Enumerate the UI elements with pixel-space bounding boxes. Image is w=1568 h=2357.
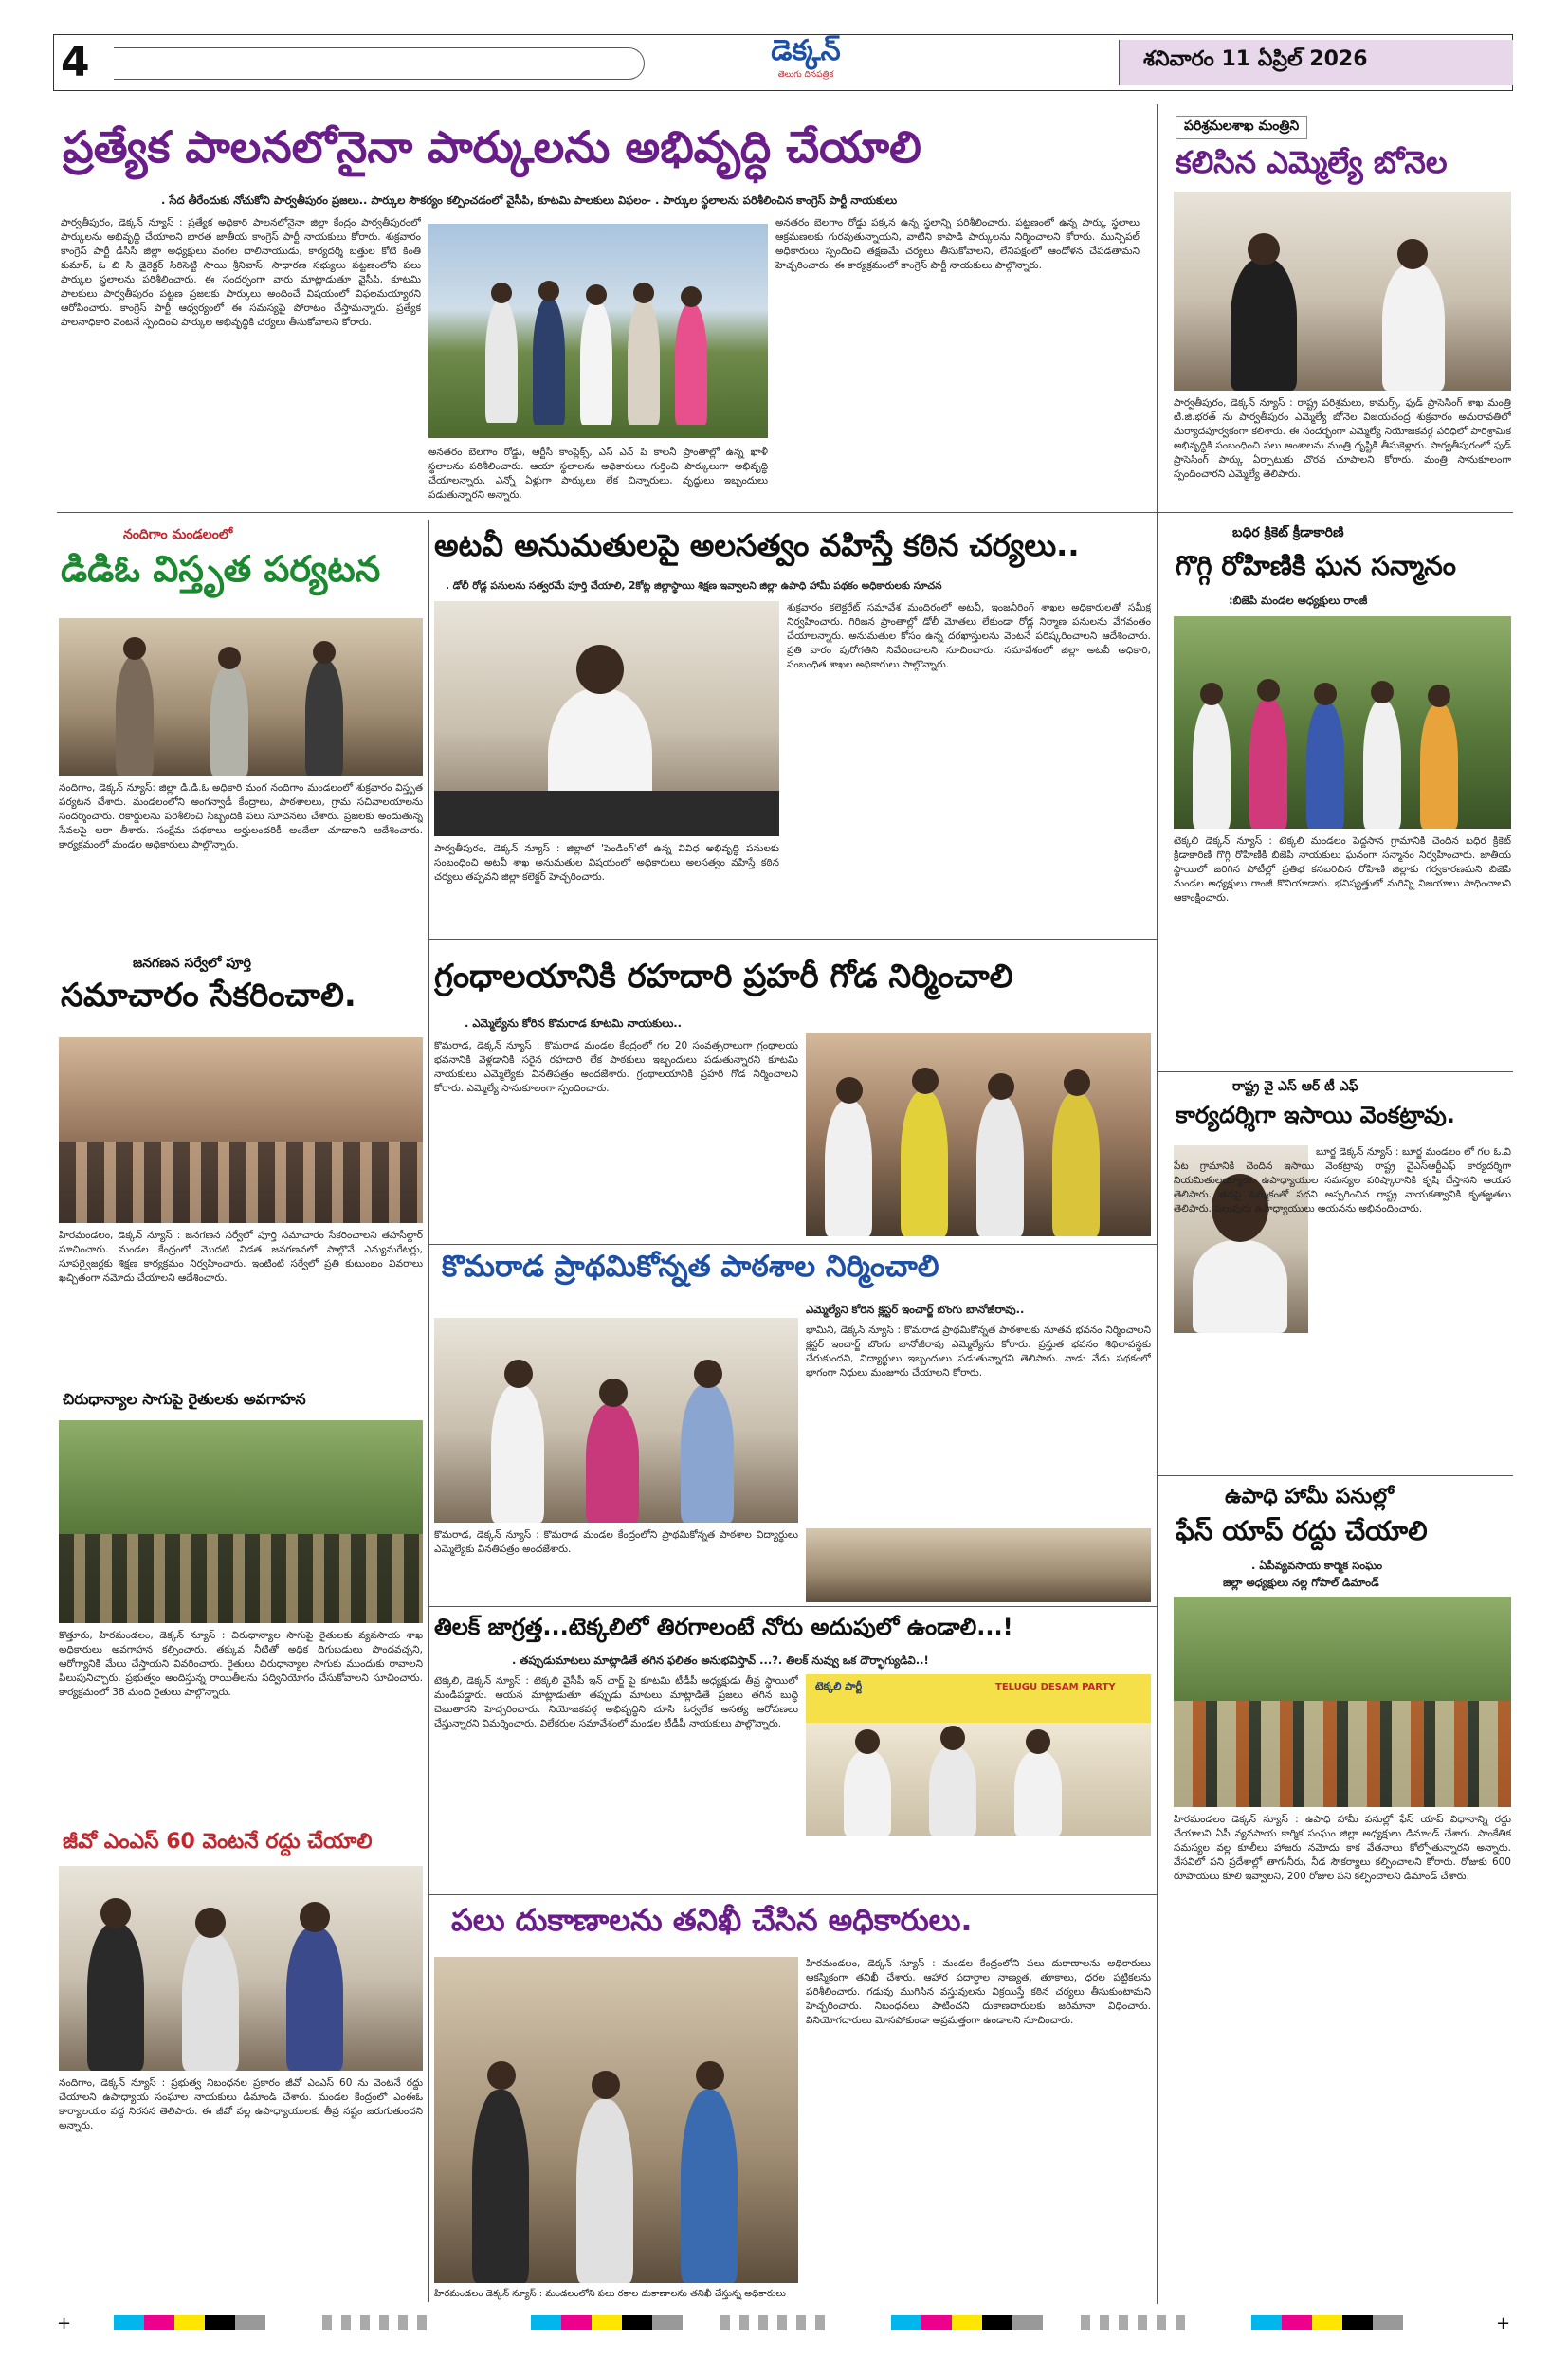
school-photo-2 bbox=[806, 1528, 1151, 1602]
color-bar-7 bbox=[1251, 2315, 1403, 2330]
census-headline: సమాచారం సేకరించాలి. bbox=[61, 977, 356, 1014]
masthead-left-tab bbox=[114, 47, 645, 80]
divider-h-2 bbox=[428, 939, 1157, 940]
faceapp-headline-2: ఫేస్ యాప్ రద్దు చేయాలి bbox=[1176, 1515, 1428, 1546]
masthead-logo bbox=[749, 32, 863, 91]
census-kicker: జనగణన సర్వేలో పూర్తి bbox=[133, 956, 251, 971]
faceapp-subline-1: . ఏపీవ్యవసాయ కార్మిక సంఘం bbox=[1251, 1559, 1383, 1572]
farmers-headline: చిరుధాన్యాల సాగుపై రైతులకు అవగాహన bbox=[63, 1390, 306, 1408]
color-bar-2 bbox=[322, 2315, 436, 2330]
logo-text: డెక్కన్ bbox=[771, 34, 841, 67]
color-bar-1 bbox=[114, 2315, 265, 2330]
forest-body: శుక్రవారం కలెక్టరేట్ సమావేశ మందిరంలో అటవీ, ఇంజనీరింగ్ శాఖల అధికారులతో సమీక్ష నిర్వహించారు. గిరిజన ప్రాంతాల్లో డోలీ మోతలు లేకుండా రోడ్ల నిర్మాణ పనులను వేగవంతం చేయాలన్నారు. అనుమతుల కోసం ఉన్న దరఖాస్తులను వెంటనే పరిష్కరించాలని ఆదేశించారు. ప్రతి వారం పురోగతిని నివేదించాలని సూచించారు. సమావేశంలో జిల్లా అటవీ అధికారి, సంబంధిత శాఖల అధికారులు పాల్గొన్నారు. bbox=[787, 602, 1151, 670]
registration-cross-right: + bbox=[1496, 2313, 1511, 2333]
cricket-body: టెక్కలి డెక్కన్ న్యూస్ : టెక్కలి మండలం పెద్దసాన గ్రామానికి చెందిన బధిర క్రికెట్ క్రీడాకారిణి గొగ్గి రోహిణికి బిజెపి నాయకులు ఘనంగా సన్మానం నిర్వహించారు. జాతీయ స్థాయిలో జరిగిన పోటీల్లో ప్రతిభ కనబరిచిన రోహిణి జిల్లాకు గర్వకారణమని బిజెపి మండల అధ్యక్షులు రాంజీ కొనియాడారు. భవిష్యత్తులో మరిన్ని విజయాలు సాధించాలని ఆకాంక్షించారు. bbox=[1174, 835, 1511, 904]
color-bar-4 bbox=[720, 2315, 834, 2330]
faceapp-photo bbox=[1174, 1597, 1511, 1807]
parks-col2: అనతరం బెలగాం రోడ్డు, ఆర్టీసీ కాంప్లెక్స్, ఎస్ ఎన్ పి కాలనీ ప్రాంతాల్లో ఉన్న ఖాళీ స్థలాలను పరిశీలించారు. ఆయా స్థలాలను అధికారులు గుర్తించి పార్కులుగా అభివృద్ధి చేయాలన్నారు. ఎన్నో ఏళ్లుగా పార్కులు లేక చిన్నారులు, వృద్ధులు ఇబ్బందులు పడుతున్నారని అన్నారు. bbox=[428, 447, 768, 501]
minister-body: పార్వతీపురం, డెక్కన్ న్యూస్ : రాష్ట్ర పరిశ్రమలు, కామర్స్, ఫుడ్ ప్రాసెసింగ్ శాఖ మంత్రి టి.జి.భరత్ ను పార్వతీపురం ఎమ్మెల్యే బోనెల విజయచంద్ర శుక్రవారం అమరావతిలో మర్యాదపూర్వకంగా కలిశారు. ఈ సందర్భంగా ఎమ్మెల్యే నియోజకవర్గ పరిధిలో పారిశ్రామిక అభివృద్ధికి సంబంధించి పలు అంశాలను మంత్రి దృష్టికి తీసుకెళ్లారు. పార్వతీపురంలో ఫుడ్ ప్రాసెసింగ్ పార్కు ఏర్పాటుకు చొరవ చూపాలని కోరారు. మంత్రి సానుకూలంగా స్పందించారని ఎమ్మెల్యే తెలిపారు. bbox=[1174, 397, 1511, 480]
tilak-body: టెక్కలి, డెక్కన్ న్యూస్ : టెక్కలి వైసీపీ ఇన్ ఛార్జ్ పై కూటమి టీడీపీ అధ్యక్షుడు తీవ్ర స్థాయిలో మండిపడ్డారు. ఆయన మాట్లాడుతూ తప్పుడు మాటలు మాట్లాడితే ప్రజలు తగిన బుద్ధి చెబుతారని హెచ్చరించారు. నియోజకవర్గ అభివృద్ధిని చూసి ఓర్వలేక అసత్య ఆరోపణలు చేస్తున్నారని విమర్శించారు. విలేకరుల సమావేశంలో మండల టీడీపీ నాయకులు పాల్గొన్నారు. bbox=[434, 1675, 798, 1729]
color-bar-3 bbox=[531, 2315, 683, 2330]
stu-body: బూర్జ డెక్కన్ న్యూస్ : బూర్జ మండలం లో గల ఓ.వి పేట గ్రామానికి చెందిన ఇసాయి వెంకట్రావు రాష్ట్ర వైఎస్ఆర్టీఎఫ్ కార్యదర్శిగా నియమితులయ్యారు. ఉపాధ్యాయుల సమస్యల పరిష్కారానికి కృషి చేస్తానని ఆయన తెలిపారు. తనపై నమ్మకంతో పదవి అప్పగించిన రాష్ట్ర నాయకత్వానికి కృతజ్ఞతలు తెలిపారు. పలువురు ఉపాధ్యాయులు ఆయనను అభినందించారు. bbox=[1174, 1146, 1511, 1215]
school-subline: ఎమ్మెల్యేని కోరిన క్లస్టర్ ఇంచార్జ్ బొంగు బానోజీరావు.. bbox=[806, 1303, 1025, 1316]
minister-photo bbox=[1174, 192, 1511, 391]
divider-v-right bbox=[1157, 104, 1158, 2304]
parks-col3: అనతరం బెలగాం రోడ్డు పక్కన ఉన్న స్థలాన్ని పరిశీలించారు. పట్టణంలో ఉన్న పార్కు స్థలాలు ఆక్రమణలకు గురవుతున్నాయని, వాటిని కాపాడి పార్కులను నిర్మించాలని కోరారు. మున్సిపల్ అధికారులు స్పందించి తక్షణమే చర్యలు తీసుకోవాలని, లేనిపక్షంలో ఆందోళన చేపడతామని హెచ్చరించారు. ఈ కార్యక్రమంలో కాంగ్రెస్ పార్టీ నాయకులు పాల్గొన్నారు. bbox=[775, 217, 1140, 271]
logo-tagline: తెలుగు దినపత్రిక bbox=[777, 70, 834, 80]
stu-kicker: రాష్ట్ర వై ఎస్ ఆర్ టీ ఎఫ్ bbox=[1232, 1079, 1358, 1094]
divider-h-r2 bbox=[1157, 1071, 1513, 1072]
library-subline: . ఎమ్మెల్యేను కోరిన కొమరాడ కూటమి నాయకులు.. bbox=[465, 1016, 683, 1030]
ddo-body: నందిగాం, డెక్కన్ న్యూస్: జిల్లా డి.డి.ఓ అధికారి మంగ నందిగాం మండలంలో శుక్రవారం విస్తృత పర్యటన చేశారు. మండలంలోని అంగన్వాడీ కేంద్రాలు, పాఠశాలలు, గ్రామ సచివాలయాలను సందర్శించారు. రికార్డులను పరిశీలించి సిబ్బందికి పలు సూచనలు చేశారు. ప్రజలకు అందుతున్న సేవలపై ఆరా తీశారు. సంక్షేమ పథకాలు అర్హులందరికీ అందేలా చూడాలని ఆదేశించారు. కార్యక్రమంలో మండల అధికారులు పాల్గొన్నారు. bbox=[59, 782, 423, 850]
tilak-banner-2: TELUGU DESAM PARTY bbox=[995, 1682, 1116, 1692]
library-photo bbox=[806, 1033, 1151, 1236]
farmers-photo bbox=[59, 1420, 423, 1623]
farmers-body: కొత్తూరు, హిరమండలం, డెక్కన్ న్యూస్ : చిరుధాన్యాల సాగుపై రైతులకు వ్యవసాయ శాఖ అధికారులు అవగాహన కల్పించారు. తక్కువ నీటితో అధిక దిగుబడులు పొందవచ్చని, ఆరోగ్యానికి మేలు చేస్తాయని వివరించారు. రైతులు చిరుధాన్యాల సాగుకు ముందుకు రావాలని పిలుపునిచ్చారు. ప్రభుత్వం అందిస్తున్న రాయితీలను సద్వినియోగం చేసుకోవాలని సూచించారు. కార్యక్రమంలో 38 మంది రైతులు పాల్గొన్నారు. bbox=[59, 1630, 423, 1698]
color-bar-5 bbox=[891, 2315, 1043, 2330]
forest-photo bbox=[434, 601, 779, 836]
parks-col1: పార్వతీపురం, డెక్కన్ న్యూస్ : ప్రత్యేక అధికారి పాలనలోనైనా జిల్లా కేంద్రం పార్వతీపురంలో పార్కులను అభివృద్ధి చేయాలని భారత జాతీయ కాంగ్రెస్ పార్టీ నాయకులు కోరారు. శుక్రవారం కాంగ్రెస్ పార్టీ డీసీసీ జిల్లా అధ్యక్షులు వంగల దాలినాయుడు, కార్యదర్శి బత్తుల కోటి కింతి కుమార్, ఓ బి సి డైరెక్టర్ సిరిసెట్టి సాయి శ్రీనివాస్, సాధారణ సభ్యులు పట్టణంలోని పలు పార్కుల స్థలాలను పరిశీలించారు. ఈ సందర్భంగా వారు మాట్లాడుతూ వైసీపి, కూటమి పాలకులు పార్వతీపురం పట్టణ ప్రజలకు పార్కులు అందించే విషయంలో విఫలమయ్యారని ఆరోపించారు. కాంగ్రెస్ పార్టీ ఆధ్వర్యంలో ఈ సమస్యపై పోరాటం చేస్తామన్నారు. ప్రత్యేక పాలనాధికారి వెంటనే స్పందించి పార్కుల అభివృద్ధికి చర్యలు తీసుకోవాలని కోరారు. bbox=[61, 217, 421, 328]
library-headline: గ్రంధాలయానికి రహదారి ప్రహరీ గోడ నిర్మించాలి bbox=[434, 958, 1013, 996]
forest-subline: . డోలీ రోడ్ల పనులను సత్వరమే పూర్తి చేయాలి, 2కోట్ల జిల్లాస్థాయి శిక్షణ ఇవ్వాలని జిల్లా ఉపాధి హామీ పథకం అధికారులకు సూచన bbox=[446, 580, 942, 592]
ddo-photo bbox=[59, 618, 423, 776]
registration-cross-left: + bbox=[57, 2313, 72, 2333]
page-number: 4 bbox=[61, 38, 90, 86]
tilak-photo bbox=[806, 1674, 1151, 1836]
faceapp-headline-1: ఉపాధి హామీ పనుల్లో bbox=[1225, 1485, 1394, 1508]
cricket-subline: :బిజెపి మండల అధ్యక్షులు రాంజీ bbox=[1229, 594, 1368, 607]
shops-headline: పలు దుకాణాలను తనిఖీ చేసిన అధికారులు. bbox=[451, 1902, 973, 1938]
parks-subline: . సేద తీరేందుకు నోచుకోని పార్వతీపురం ప్రజలు.. పార్కుల సౌకర్యం కల్పించడంలో వైసీపి, కూటమి పాలకులు విఫలం- . పార్కుల స్థలాలను పరిశీలించిన కాంగ్రెస్ పార్టీ నాయకులు bbox=[161, 193, 898, 207]
faceapp-body: హిరమండలం డెక్కన్ న్యూస్ : ఉపాధి హామీ పనుల్లో ఫేస్ యాప్ విధానాన్ని రద్దు చేయాలని ఏపీ వ్యవసాయ కార్మిక సంఘం జిల్లా అధ్యక్షులు డిమాండ్ చేశారు. సాంకేతిక సమస్యల వల్ల కూలీలు హాజరు నమోదు కాక వేతనాలు కోల్పోతున్నారని అన్నారు. వేసవిలో పని ప్రదేశాల్లో తాగునీరు, నీడ సౌకర్యాలు కల్పించాలని కోరారు. రోజుకు 600 రూపాయలు కూలి ఇవ్వాలని, 200 రోజుల పని కల్పించాలని డిమాండ్ చేశారు. bbox=[1174, 1814, 1511, 1882]
divider-h-1r bbox=[1157, 512, 1513, 513]
parks-photo bbox=[428, 224, 768, 438]
forest-caption: పార్వతీపురం, డెక్కన్ న్యూస్ : జిల్లాలో 'పెండింగ్'లో ఉన్న వివిధ అభివృద్ధి పనులకు సంబంధించి అటవీ శాఖ అనుమతుల విషయంలో అధికారులు అలసత్వం వహిస్తే కఠిన చర్యలు తప్పవని జిల్లా కలెక్టర్ హెచ్చరించారు. bbox=[434, 843, 779, 883]
faceapp-subline-2: జిల్లా అధ్యక్షులు నల్ల గోపాల్ డిమాండ్ bbox=[1223, 1576, 1379, 1589]
tilak-subline: . తప్పుడుమాటలు మాట్లాడితే తగిన ఫలితం అనుభవిస్తావ్ ...?. తిలక్ నువ్వు ఒక దౌర్భాగ్యుడివి..! bbox=[512, 1654, 929, 1667]
cricket-photo bbox=[1174, 616, 1511, 829]
school-body: భామిని, డెక్కన్ న్యూస్ : కొమరాడ ప్రాథమికోన్నత పాఠశాలకు నూతన భవనం నిర్మించాలని క్లస్టర్ ఇంచార్జ్ బొంగు బానోజీరావు ఎమ్మెల్యేను కోరారు. ప్రస్తుత భవనం శిథిలావస్థకు చేరుకుందని, విద్యార్థులు ఇబ్బందులు పడుతున్నారని తెలిపారు. నాడు నేడు పథకంలో భాగంగా నిధులు మంజూరు చేయాలని కోరారు. bbox=[806, 1325, 1151, 1379]
forest-headline: అటవీ అనుమతులపై అలసత్వం వహిస్తే కఠిన చర్యలు.. bbox=[434, 527, 1080, 563]
cricket-headline: గొగ్గి రోహిణికి ఘన సన్మానం bbox=[1176, 550, 1457, 581]
parks-headline: ప్రత్యేక పాలనలోనైనా పార్కులను అభివృద్ధి చేయాలి bbox=[63, 121, 921, 173]
shops-photo bbox=[434, 1957, 798, 2283]
divider-h-3 bbox=[428, 1244, 1157, 1245]
shops-body: హిరమండలం, డెక్కన్ న్యూస్ : మండల కేంద్రంలోని పలు దుకాణాలను అధికారులు ఆకస్మికంగా తనిఖీ చేశారు. ఆహార పదార్థాల నాణ్యత, తూకాలు, ధరల పట్టికలను పరిశీలించారు. గడువు ముగిసిన వస్తువులను విక్రయిస్తే కఠిన చర్యలు తీసుకుంటామని హెచ్చరించారు. నిబంధనలు పాటించని దుకాణదారులకు జరిమానా విధించారు. వినియోగదారులు మోసపోకుండా అప్రమత్తంగా ఉండాలని సూచించారు. bbox=[806, 1958, 1151, 2026]
census-body: హిరమండలం, డెక్కన్ న్యూస్ : జనగణన సర్వేలో పూర్తి సమాచారం సేకరించాలని తహసీల్దార్ సూచించారు. మండల కేంద్రంలో మొదటి విడత జనగణనలో పాల్గొనే ఎన్యుమరేటర్లు, సూపర్వైజర్లకు శిక్షణ కార్యక్రమం నిర్వహించారు. ఇంటింటి సర్వేలో ప్రతి కుటుంబం వివరాలు ఖచ్చితంగా నమోదు చేయాలని ఆదేశించారు. bbox=[59, 1230, 423, 1284]
divider-v-left bbox=[428, 520, 429, 2302]
color-bar-6 bbox=[1081, 2315, 1194, 2330]
ddo-headline: డిడిఓ విస్తృత పర్యటన bbox=[61, 548, 381, 590]
school-caption: కొమరాడ, డెక్కన్ న్యూస్ : కొమరాడ మండల కేంద్రంలోని ప్రాథమికోన్నత పాఠశాల విద్యార్థులు ఎమ్మెల్యేకు వినతిపత్రం అందజేశారు. bbox=[434, 1529, 798, 1555]
go60-photo bbox=[59, 1866, 423, 2071]
tilak-body-2 bbox=[806, 1839, 1151, 1887]
minister-headline: కలిసిన ఎమ్మెల్యే బోనెల bbox=[1176, 144, 1448, 180]
divider-h-1 bbox=[57, 512, 1157, 513]
school-photo bbox=[434, 1318, 798, 1523]
divider-h-r3 bbox=[1157, 1475, 1513, 1476]
cricket-kicker: బధిర క్రికెట్ క్రీడాకారిణి bbox=[1232, 525, 1344, 540]
school-headline: కొమరాడ ప్రాథమికోన్నత పాఠశాల నిర్మించాలి bbox=[442, 1250, 939, 1284]
go60-body: నందిగాం, డెక్కన్ న్యూస్ : ప్రభుత్వ నిబంధనల ప్రకారం జీవో ఎంఎస్ 60 ను వెంటనే రద్దు చేయాలని ఉపాధ్యాయ సంఘాల నాయకులు డిమాండ్ చేశారు. మండల కేంద్రంలో ఎంఈఓ కార్యాలయం వద్ద నిరసన తెలిపారు. ఈ జీవో వల్ల ఉపాధ్యాయులకు తీవ్ర నష్టం జరుగుతుందని అన్నారు. bbox=[59, 2077, 423, 2131]
shops-caption: హిరమండలం డెక్కన్ న్యూస్ : మండలంలోని పలు రకాల దుకాణాలను తనిఖీ చేస్తున్న అధికారులు bbox=[434, 2289, 786, 2299]
masthead-date: శనివారం 11 ఏప్రిల్ 2026 bbox=[1143, 47, 1368, 71]
library-body: కొమరాడ, డెక్కన్ న్యూస్ : కొమరాడ మండల కేంద్రంలో గల 20 సంవత్సరాలుగా గ్రంథాలయ భవనానికి వెళ్లడానికి సరైన రహదారి లేక పాఠకులు ఇబ్బందులు పడుతున్నారని కూటమి నాయకులు ఎమ్మెల్యేకు వినతిపత్రం అందజేశారు. గ్రంథాలయానికి ప్రహరీ గోడ నిర్మించాలని కోరారు. ఎమ్మెల్యే సానుకూలంగా స్పందించారు. bbox=[434, 1040, 798, 1094]
ddo-kicker: నందిగాం మండలంలో bbox=[123, 527, 233, 542]
divider-h-4 bbox=[428, 1606, 1157, 1607]
divider-h-5 bbox=[428, 1894, 1157, 1895]
go60-headline: జీవో ఎంఎస్ 60 వెంటనే రద్దు చేయాలి bbox=[63, 1830, 373, 1854]
census-photo bbox=[59, 1037, 423, 1223]
minister-kicker: పరిశ్రమలశాఖ మంత్రిని bbox=[1176, 116, 1307, 139]
tilak-headline: తిలక్ జాగ్రత్త...టెక్కలిలో తిరగాలంటే నోరు అదుపులో ఉండాలి...! bbox=[434, 1614, 1013, 1640]
stu-headline: కార్యదర్శిగా ఇసాయి వెంకట్రావు. bbox=[1176, 1102, 1455, 1128]
tilak-banner-1: టెక్కలి పార్టీ bbox=[815, 1680, 863, 1692]
